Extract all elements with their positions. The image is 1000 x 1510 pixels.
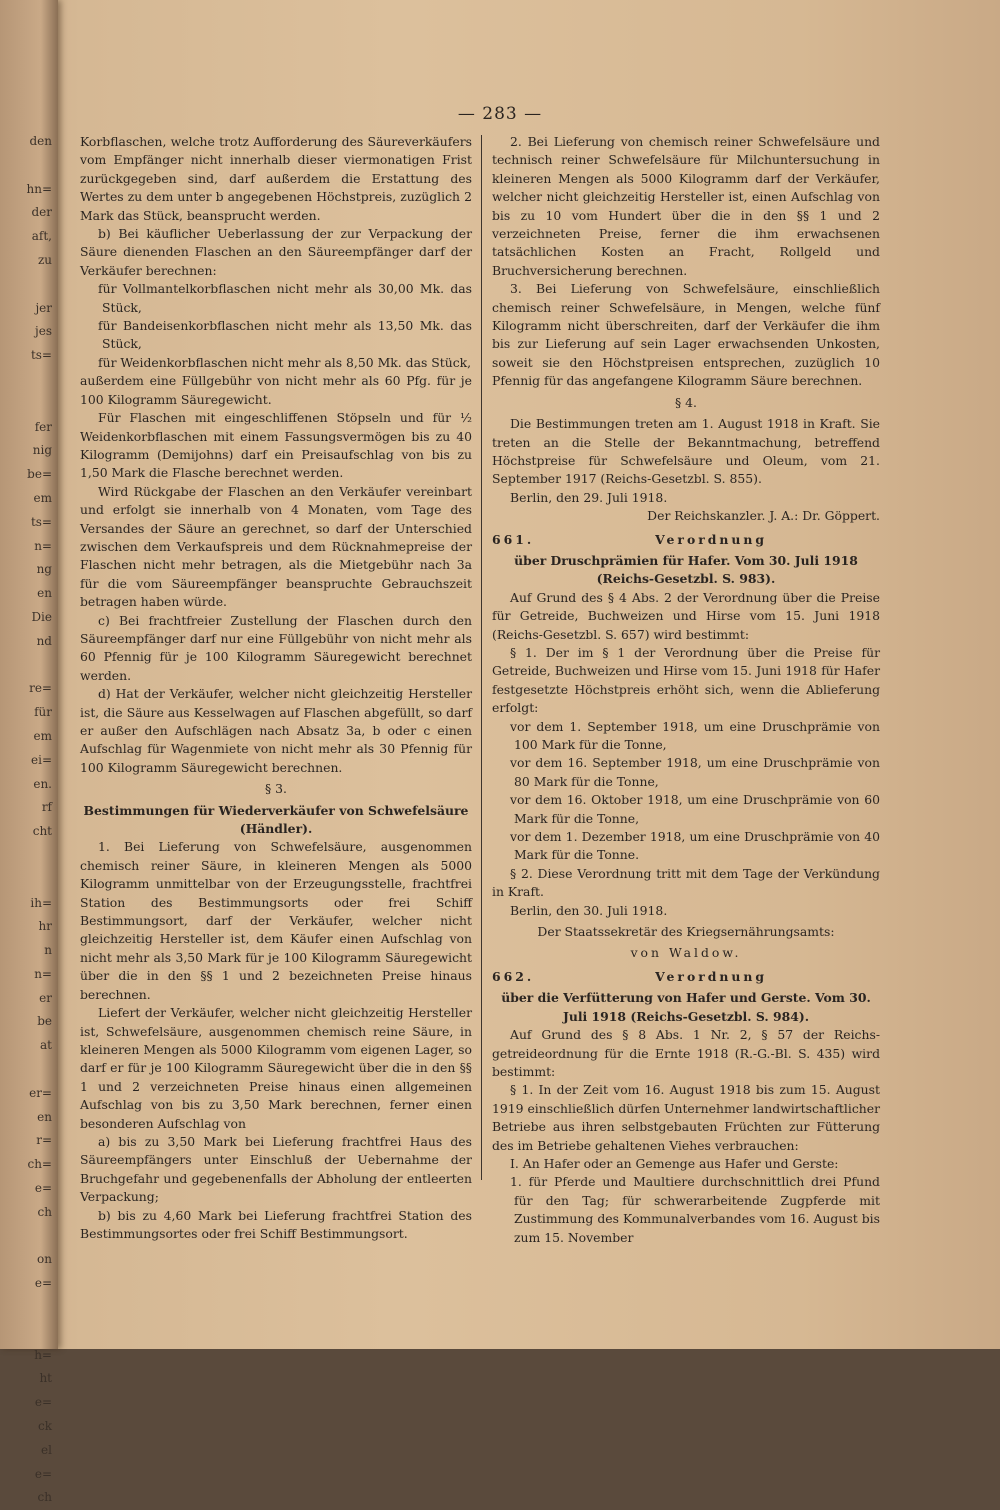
paragraph: Liefert der Verkäufer, welcher nicht gleichzeitig Hersteller ist, Schwefelsäure, ausgenommen chemisch reine Säure, in kleineren Mengen als 5000 Kilogramm vom eigenen Lager, so darf er für je 100 Kilogramm Säuregewicht über die in den §§ 1 und 2 verzeichneten Preise hinaus einen allgemeinen Aufschlag von bis zu 3,50 Mark berechnen, ferner einen besonderen Aufschlag von — [80, 1005, 472, 1131]
page-number: — 283 — — [457, 104, 543, 124]
decree-title: Verordnung — [655, 968, 768, 984]
paragraph: Berlin, den 29. Juli 1918. — [510, 489, 668, 505]
paragraph: b) Bei käuflicher Ueberlassung der zur Verpackung der Säure dienenden Flaschen an den Säureempfänger darf der Verkäufer berechnen: — [80, 226, 472, 278]
right-column — [492, 133, 880, 1247]
decree-number: 661. — [492, 531, 535, 547]
paragraph: Korbflaschen, welche trotz Aufforderung des Säureverkäufers vom Empfänger nicht innerhalb dieser viermonatigen Frist zurückgegeben sind, darf außerdem die Erstattung des Wertes zu dem unter b angegebenen Höchstpreis, zuzüglich 2 Mark das Stück, beansprucht werden. — [80, 134, 472, 223]
section-heading: über die Verfütterung von Hafer und Gerste. Vom 30. Juli 1918 (Reichs-Gesetzbl. S. 984). — [501, 990, 871, 1024]
paragraph: Für Flaschen mit eingeschliffenen Stöpseln und für ½ Weidenkorbflaschen mit einem Fassungsvermögen bis zu 40 Kilogramm (Demijohns) darf ein Preisaufschlag von bis zu 1,50 Mark die Flasche berechnet werden. — [80, 410, 472, 481]
paragraph: vor dem 16. Oktober 1918, um eine Druschprämie von 60 Mark für die Tonne, — [510, 792, 880, 826]
paragraph: Auf Grund des § 8 Abs. 1 Nr. 2, § 57 der Reichsgetreideordnung für die Ernte 1918 (R.-G.-Bl. S. 435) wird bestimmt: — [492, 1027, 880, 1079]
section-heading: über Druschprämien für Hafer. Vom 30. Juli 1918 (Reichs-Gesetzbl. S. 983). — [514, 552, 858, 587]
centered-line: Der Staatssekretär des Kriegsernährungsamts: — [537, 924, 835, 940]
paragraph: Berlin, den 30. Juli 1918. — [510, 902, 668, 918]
decree-heading — [492, 531, 880, 549]
previous-page-edge — [0, 0, 58, 1505]
decree-heading — [492, 968, 880, 986]
column-divider — [481, 135, 482, 1180]
paragraph: vor dem 1. Dezember 1918, um eine Druschprämie von 40 Mark für die Tonne. — [510, 829, 880, 863]
paragraph: b) bis zu 4,60 Mark bei Lieferung frachtfrei Station des Bestimmungsortes oder frei Schiff Bestimmungsort. — [80, 1207, 472, 1241]
paragraph: d) Hat der Verkäufer, welcher nicht gleichzeitig Hersteller ist, die Säure aus Kesselwagen auf Flaschen abgefüllt, so darf er außer den Aufschlägen nach Absatz 3a, b oder c einen Aufschlag für Wagenmiete von nicht mehr als 30 Pfennig für 100 Kilogramm Säuregewicht berechnen. — [80, 686, 472, 775]
paragraph: für Vollmantelkorbflaschen nicht mehr als 30,00 Mk. das Stück, — [98, 281, 472, 315]
previous-page-edge-text: den hn= der aft, zu jer jes ts= fer nig be= em ts= n= ng en Die nd re= für em ei= en. rf cht ih= hr n n= er be at er= en r= ch= e= ch on e= h= ht e= ck el e= ch — [26, 134, 52, 1505]
paragraph: § 1. In der Zeit vom 16. August 1918 bis zum 15. August 1919 einschließlich dürfen Unternehmer landwirtschaftlicher Betriebe aus ihren selbstgebauten Früchten zur Fütterung des im Betriebe gehaltenen Viehes verbrauchen: — [492, 1082, 880, 1153]
centered-line: von Waldow. — [630, 945, 742, 961]
paragraph: 3. Bei Lieferung von Schwefelsäure, einschließlich chemisch reiner Schwefelsäure, in Mengen, welche fünf Kilogramm nicht überschreiten, darf der Verkäufer die ihm bis zur Lieferung auf sein Lager erwachsenden Unkosten, soweit sie den Höchstpreisen entsprechen, zuzüglich 10 Pfennig für das angefangene Kilogramm Säure berechnen. — [492, 281, 880, 389]
paragraph: vor dem 16. September 1918, um eine Druschprämie von 80 Mark für die Tonne, — [510, 755, 880, 789]
centered-line: § 4. — [675, 394, 697, 410]
paragraph: außerdem eine Füllgebühr von nicht mehr als 60 Pfg. für je 100 Kilogramm Säuregewicht. — [80, 373, 472, 407]
paragraph: c) Bei frachtfreier Zustellung der Flaschen durch den Säureempfänger darf nur eine Füllgebühr von nicht mehr als 60 Pfennig für je 100 Kilogramm Säuregewicht berechnet werden. — [80, 612, 472, 683]
paragraph: a) bis zu 3,50 Mark bei Lieferung frachtfrei Haus des Säureempfängers unter Einschluß der Uebernahme der Bruchgefahr und gegebenenfalls der Abholung der entleerten Verpackung; — [80, 1133, 472, 1205]
paragraph: § 2. Diese Verordnung tritt mit dem Tage der Verkündung in Kraft. — [492, 865, 880, 900]
paragraph: Auf Grund des § 4 Abs. 2 der Verordnung über die Preise für Getreide, Buchweizen und Hirse vom 15. Juni 1918 (Reichs-Gesetzbl. S. 657) wird bestimmt: — [492, 589, 880, 642]
paragraph: Die Bestimmungen treten am 1. August 1918 in Kraft. Sie treten an die Stelle der Bekanntmachung, betreffend Höchstpreise für Schwefelsäure und Oleum, vom 21. September 1917 (Reichs-Gesetzbl. S. 855). — [492, 416, 880, 487]
left-column — [80, 133, 472, 1243]
paragraph: Wird Rückgabe der Flaschen an den Verkäufer vereinbart und erfolgt sie innerhalb von 4 Monaten, vom Tage des Versandes der Säure an gerechnet, so darf der Unterschied zwischen dem Verkaufspreis und dem Rücknahmepreise der Flaschen nicht mehr betragen, als die Mietgebühr nach 3a für die vom Säureempfänger beanspruchte Gebrauchszeit betragen haben würde. — [80, 483, 472, 610]
decree-title: Verordnung — [655, 531, 768, 547]
paragraph: § 1. Der im § 1 der Verordnung über die Preise für Getreide, Buchweizen und Hirse vom 15. Juni 1918 für Hafer festgesetzte Höchstpreis erhöht sich, wenn die Ablieferung erfolgt: — [492, 644, 880, 716]
paragraph: für Weidenkorbflaschen nicht mehr als 8,50 Mk. das Stück, — [98, 354, 472, 370]
paragraph: I. An Hafer oder an Gemenge aus Hafer und Gerste: — [510, 1155, 839, 1171]
paragraph: vor dem 1. September 1918, um eine Druschprämie von 100 Mark für die Tonne, — [510, 718, 880, 752]
paragraph: Der Reichskanzler. J. A.: Dr. Göppert. — [647, 508, 880, 524]
paragraph: für Bandeisenkorbflaschen nicht mehr als 13,50 Mk. das Stück, — [98, 318, 472, 352]
paragraph: 2. Bei Lieferung von chemisch reiner Schwefelsäure und technisch reiner Schwefelsäure für Milchuntersuchung in kleineren Mengen als 5000 Kilogramm darf der Verkäufer, welcher nicht gleichzeitig Hersteller ist, einen Aufschlag von bis zu 10 vom Hundert über die in den §§ 1 und 2 verzeichneten Preise, ferner die ihm erwachsenen tatsächlichen Kosten an Fracht, Rollgeld und Bruchversicherung berechnen. — [492, 134, 880, 278]
decree-number: 662. — [492, 968, 535, 984]
centered-line: § 3. — [265, 781, 287, 797]
paragraph: 1. Bei Lieferung von Schwefelsäure, ausgenommen chemisch reiner Säure, in kleineren Mengen als 5000 Kilogramm unmittelbar von der Erzeugungsstelle, frachtfrei Station des Bestimmungsorts oder frei Schiff Bestimmungsort, darf der Verkäufer, welcher nicht gleichzeitig Hersteller ist, dem Käufer einen Aufschlag von nicht mehr als 3,50 Mark für je 100 Kilogramm Säuregewicht über die in den §§ 1 und 2 bezeichneten Preise hinaus berechnen. — [80, 839, 472, 1002]
section-heading: Bestimmungen für Wiederverkäufer von Schwefelsäure (Händler). — [83, 802, 469, 837]
paragraph: 1. für Pferde und Maultiere durchschnittlich drei Pfund für den Tag; für schwerarbeitende Zugpferde mit Zustimmung des Kommunalverbandes vom 16. August bis zum 15. November — [510, 1174, 880, 1245]
